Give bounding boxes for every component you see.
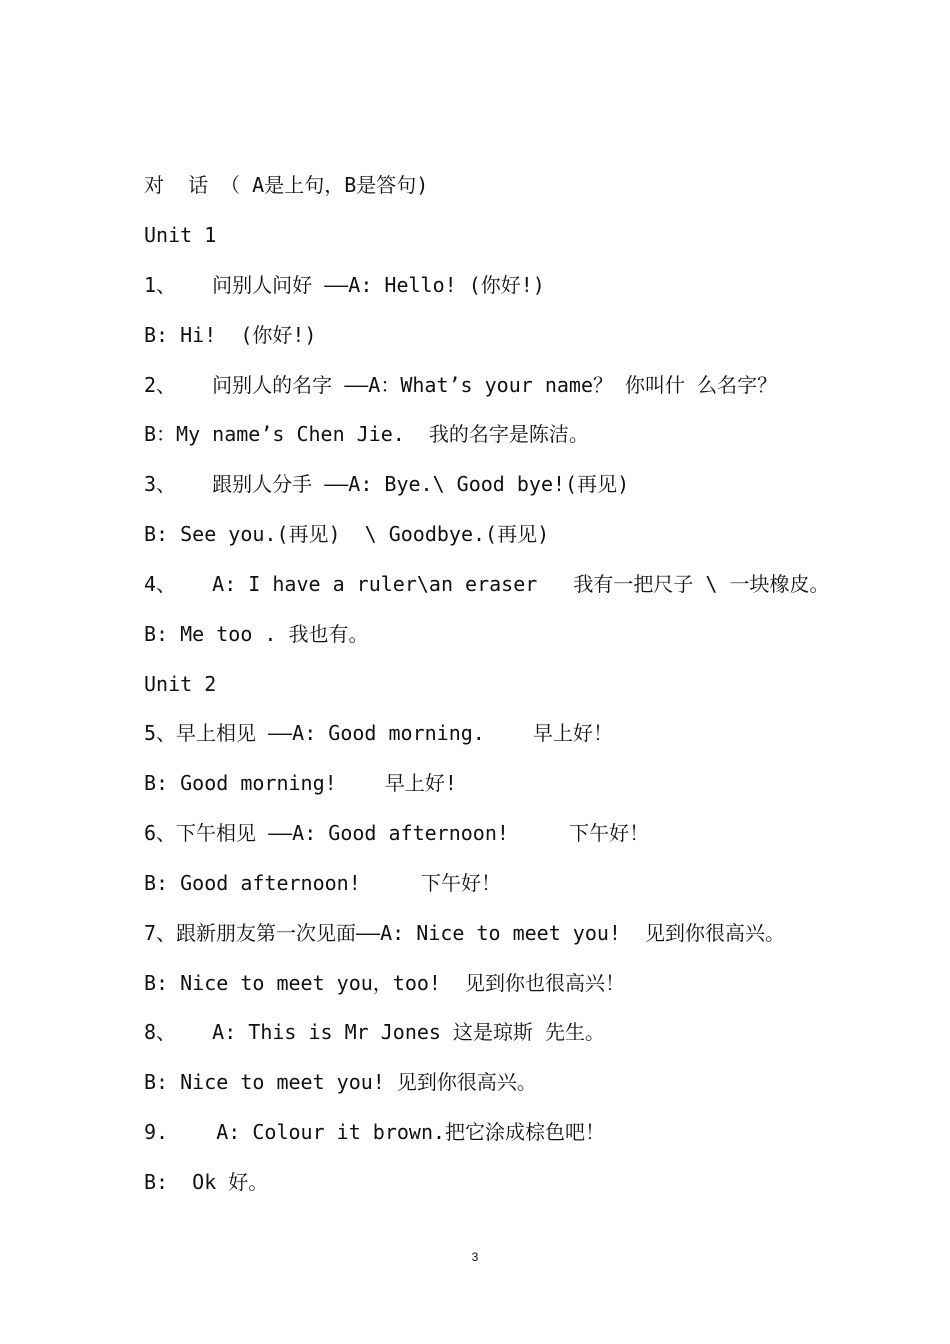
dialogue-line: 6、下午相见 ——A: Good afternoon! 下午好！	[144, 821, 650, 845]
dialogue-line: B: Me too . 我也有。	[144, 622, 369, 646]
dialogue-line: B: Good morning! 早上好!	[144, 771, 457, 795]
page-number: 3	[471, 1250, 479, 1264]
dialogue-line: B: Good afternoon! 下午好！	[144, 871, 501, 895]
dialogue-line: B：My name’s Chen Jie. 我的名字是陈洁。	[144, 422, 589, 446]
dialogue-line: B: See you.(再见) \ Goodbye.(再见)	[144, 522, 550, 546]
dialogue-line: 4、 A: I have a ruler\an eraser 我有一把尺子 \ 一块橡皮。	[144, 572, 830, 596]
unit-1-heading: Unit 1	[144, 223, 217, 247]
dialogue-line: 3、 跟别人分手 ——A: Bye.\ Good bye!(再见)	[144, 472, 630, 496]
dialogue-line: B: Nice to meet you! 见到你很高兴。	[144, 1070, 537, 1094]
dialogue-line: B: Nice to meet you，too! 见到你也很高兴！	[144, 971, 626, 995]
dialogue-line: B: Hi! (你好!)	[144, 323, 317, 347]
dialogue-line: 5、早上相见 ——A: Good morning. 早上好！	[144, 721, 613, 745]
dialogue-line: 8、 A: This is Mr Jones 这是琼斯 先生。	[144, 1020, 606, 1044]
dialogue-heading: 对 话 （ A是上句，B是答句)	[144, 173, 429, 197]
dialogue-line: B: Ok 好。	[144, 1170, 269, 1194]
dialogue-line: 7、跟新朋友第一次见面——A: Nice to meet you! 见到你很高兴。	[144, 921, 786, 945]
dialogue-line: 1、 问别人问好 ——A: Hello! (你好!)	[144, 273, 545, 297]
dialogue-line: 2、 问别人的名字 ——A：What’s your name？ 你叫什 么名字？	[144, 373, 778, 397]
dialogue-line: 9. A: Colour it brown.把它涂成棕色吧！	[144, 1120, 606, 1144]
unit-2-heading: Unit 2	[144, 672, 217, 696]
